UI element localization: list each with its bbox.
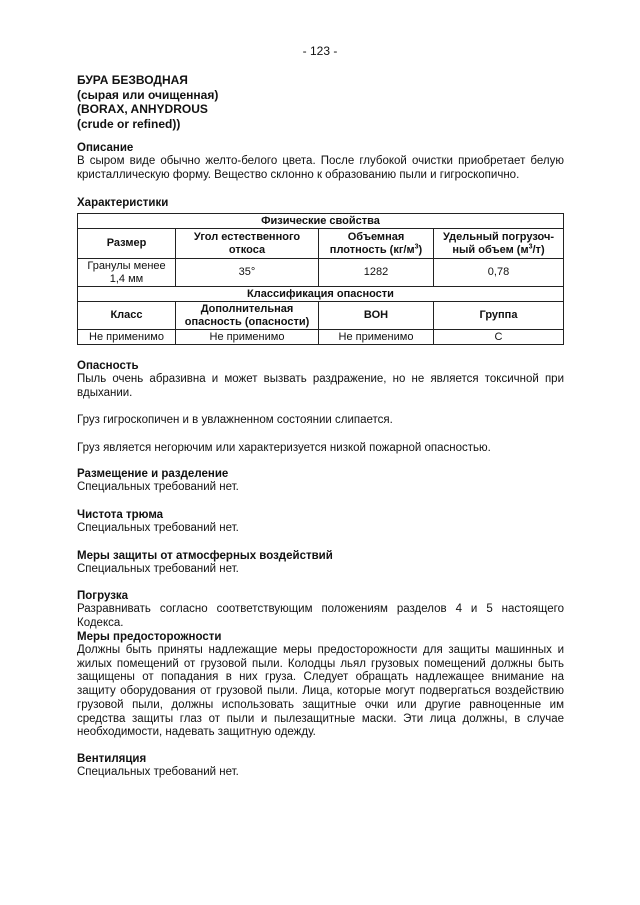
title-line: (crude or refined))	[77, 116, 181, 131]
loading-heading: Погрузка	[77, 590, 129, 602]
loading-text: Разравнивать согласно соответствующим положениям разделов 4 и 5 настоящего Кодекса.	[77, 603, 564, 629]
density-value: 1282	[319, 259, 434, 287]
angle-value: 35°	[176, 259, 319, 287]
title-line: (сырая или очищенная)	[77, 87, 219, 102]
loading-section	[77, 589, 564, 630]
density-header: Объемная плотность $(кг/м^3)$	[319, 229, 434, 259]
subsidiary-header: Дополнительная опасность (опасности)	[176, 302, 319, 330]
ventilation-section	[77, 752, 564, 780]
weather-heading: Меры защиты от атмосферных воздействий	[77, 550, 333, 562]
title-line: (BORAX, ANHYDROUS	[77, 102, 208, 116]
ventilation-heading: Вентиляция	[77, 753, 147, 765]
ventilation-text: Специальных требований нет.	[77, 766, 239, 778]
volume-value: 0,78	[434, 259, 564, 287]
characteristics-section	[77, 196, 564, 210]
description-heading: Описание	[77, 142, 134, 154]
weather-section	[77, 549, 564, 577]
characteristics-table	[77, 213, 564, 345]
stowage-text: Специальных требований нет.	[77, 481, 239, 493]
precautions-text: Должны быть приняты надлежащие меры предосторожности для защиты машинных и жилых помещений от грузовой пыли. Колодцы льял грузовых помещений должны быть защищены от попадания в них груза. Следует обращать надлежащее внимание на защиту оборудования от грузовой пыли. Лица, которые могут подвергаться воздействию грузовой пыли, должны использовать защитные очки или другие равноценные им средства защиты глаз от пыли и пылезащитные маски. Эти лица должны, в случае необходимости, надевать защитную одежду.	[77, 644, 564, 739]
hazard-paragraph: Груз является негорючим или характеризуется низкой пожарной опасностью.	[77, 442, 491, 455]
precautions-heading: Меры предосторожности	[77, 631, 222, 643]
hazard-paragraph: Пыль очень абразивна и может вызвать раздражение, но не является токсичной при вдыхании.	[77, 373, 564, 399]
weather-text: Специальных требований нет.	[77, 563, 239, 575]
stowage-section	[77, 467, 564, 495]
description-section	[77, 141, 564, 182]
mhb-value: Не применимо	[319, 330, 434, 345]
angle-header: Угол естественного откоса	[176, 229, 319, 259]
mhb-header: ВОН	[319, 302, 434, 330]
cargo-title	[77, 73, 218, 131]
size-header: Размер	[78, 229, 176, 259]
subsidiary-value: Не применимо	[176, 330, 319, 345]
volume-header: Удельный погрузоч-ный объем $(м^3/т)$	[434, 229, 564, 259]
hazard-paragraph: Груз гигроскопичен и в увлажненном состоянии слипается.	[77, 414, 393, 427]
class-value: Не применимо	[78, 330, 176, 345]
hold-section	[77, 508, 564, 536]
hazard-section	[77, 359, 564, 456]
group-header: Группа	[434, 302, 564, 330]
hold-text: Специальных требований нет.	[77, 522, 239, 534]
characteristics-heading: Характеристики	[77, 197, 169, 209]
description-text: В сыром виде обычно желто-белого цвета. После глубокой очистки приобретает белую кристаллическую форму. Вещество склонно к образованию пыли и гигроскопично.	[77, 155, 564, 181]
hold-heading: Чистота трюма	[77, 509, 164, 521]
precautions-section	[77, 630, 564, 740]
physical-properties-title: Физические свойства	[78, 214, 564, 229]
class-header: Класс	[78, 302, 176, 330]
group-value: C	[434, 330, 564, 345]
hazard-heading: Опасность	[77, 360, 139, 372]
hazard-classification-title: Классификация опасности	[78, 287, 564, 302]
stowage-heading: Размещение и разделение	[77, 468, 229, 480]
page-number: - 123 -	[302, 44, 338, 58]
size-value: Гранулы менее 1,4 мм	[78, 259, 176, 287]
title-line: БУРА БЕЗВОДНАЯ	[77, 73, 188, 87]
